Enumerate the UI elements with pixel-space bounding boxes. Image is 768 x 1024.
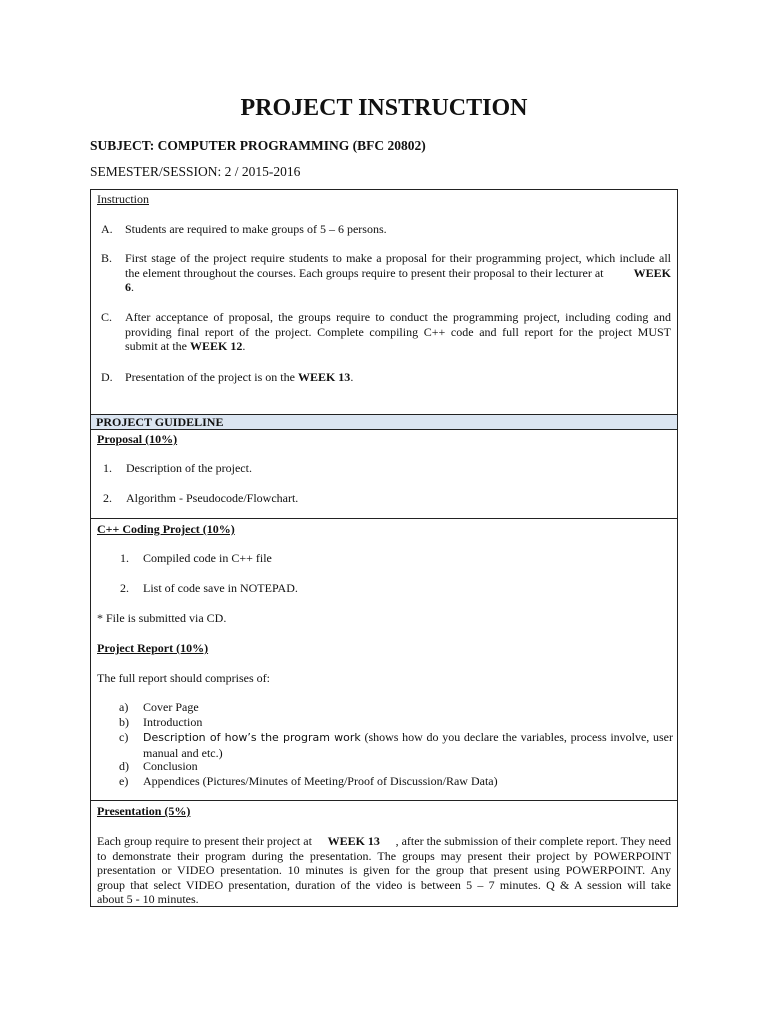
line: First stage of the project require students to make a proposal for their programming project, which include all: [125, 251, 671, 265]
line-text: Each group require to present their project at: [97, 834, 312, 848]
line: [125, 280, 671, 295]
line-text: the element throughout the courses. Each groups require to present their proposal to their lecturer at: [125, 265, 604, 280]
coding-item-marker: 1.: [120, 551, 129, 565]
line-text: , after the submission of their complete report. They need: [395, 834, 671, 848]
line-text: submit at the: [125, 339, 187, 353]
page-title: PROJECT INSTRUCTION: [240, 95, 528, 121]
report-item-text: Appendices (Pictures/Minutes of Meeting/Proof of Discussion/Raw Data): [143, 774, 498, 788]
proposal-heading: Proposal (10%): [97, 432, 178, 446]
line: [97, 834, 671, 849]
section-divider: [91, 518, 677, 519]
line-end: .: [242, 339, 246, 353]
week-label: WEEK 13: [297, 370, 351, 384]
report-item-text: Cover Page: [143, 700, 199, 714]
line: After acceptance of proposal, the groups require to conduct the programming project, including coding and: [125, 310, 671, 324]
line: [125, 339, 671, 354]
coding-heading: C++ Coding Project (10%): [97, 522, 235, 536]
item-text: [125, 370, 353, 385]
line: providing final report of the project. Complete compiling C++ code and full report for the project MUST: [125, 324, 671, 339]
instruction-box: [90, 189, 678, 907]
coding-item-text: Compiled code in C++ file: [143, 551, 272, 565]
item-text: Students are required to make groups of 5 – 6 persons.: [125, 222, 387, 236]
week-label: WEEK 12: [190, 339, 243, 353]
line-text: (shows how do you declare the variables, process involve, user: [360, 730, 674, 744]
week-label: WEEK: [633, 265, 671, 280]
section-divider: [91, 800, 677, 801]
report-item-marker: d): [119, 759, 129, 773]
proposal-item-text: Algorithm - Pseudocode/Flowchart.: [126, 491, 299, 505]
item-marker: B.: [101, 251, 113, 265]
line: presentation or VIDEO presentation. 10 minutes is given for the group that present using POWERPOINT. Any: [97, 863, 671, 877]
report-item-text: Conclusion: [143, 759, 198, 773]
week-label: WEEK 13: [327, 834, 380, 848]
line: manual and etc.): [143, 745, 223, 760]
line: about 5 - 10 minutes.: [97, 892, 199, 906]
proposal-item-text: Description of the project.: [126, 461, 252, 475]
project-guideline-bar: PROJECT GUIDELINE: [91, 414, 677, 430]
line-end: .: [131, 280, 134, 294]
report-item-marker: e): [119, 774, 129, 788]
line-sans-text: Description of how’s the program work: [143, 731, 361, 744]
item-text: [125, 251, 671, 295]
proposal-item-marker: 1.: [103, 461, 112, 475]
item-marker: C.: [101, 310, 113, 324]
semester-line: SEMESTER/SESSION: 2 / 2015-2016: [90, 164, 301, 179]
report-item-marker: c): [119, 730, 129, 744]
line: group that select VIDEO presentation, duration of the video is between 5 – 7 minutes. Q & A session will take: [97, 877, 671, 892]
line: [143, 730, 673, 746]
proposal-item-marker: 2.: [103, 491, 112, 505]
item-marker: A.: [101, 222, 113, 236]
presentation-text: [97, 834, 671, 907]
line: to demonstrate their program during the presentation. The groups may present their project by POWERPOINT: [97, 848, 671, 863]
report-intro: The full report should comprises of:: [97, 671, 270, 685]
line: [125, 266, 671, 281]
subject-line: SUBJECT: COMPUTER PROGRAMMING (BFC 20802): [90, 138, 426, 153]
line-end: .: [350, 370, 354, 384]
report-item-text: [143, 730, 673, 760]
report-item-text: Introduction: [143, 715, 203, 729]
report-item-marker: a): [119, 700, 129, 714]
week-number: 6: [125, 280, 131, 294]
coding-note: * File is submitted via CD.: [97, 611, 227, 625]
coding-item-marker: 2.: [120, 581, 129, 595]
report-heading: Project Report (10%): [97, 641, 209, 655]
item-text: [125, 310, 671, 354]
instruction-heading: Instruction: [97, 192, 149, 206]
line-text: Presentation of the project is on the: [125, 370, 295, 384]
presentation-heading: Presentation (5%): [97, 804, 191, 818]
coding-item-text: List of code save in NOTEPAD.: [143, 581, 298, 595]
item-marker: D.: [101, 370, 113, 384]
report-item-marker: b): [119, 715, 129, 729]
